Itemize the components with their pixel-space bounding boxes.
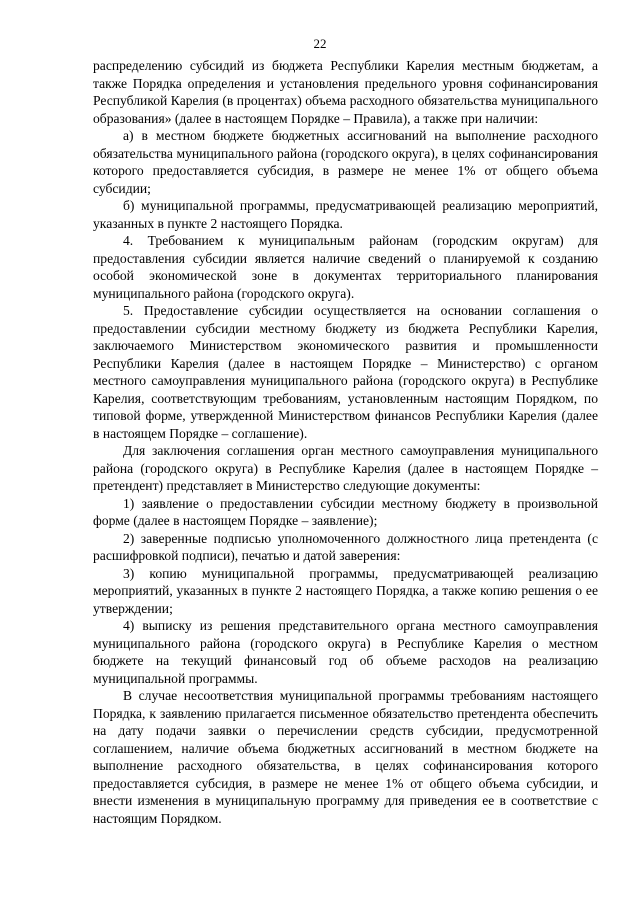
paragraph-document-2: 2) заверенные подписью уполномоченного должностного лица претендента (с расшифровкой подписи), печатью и датой заверения: <box>93 530 598 563</box>
page-number: 22 <box>313 36 327 51</box>
document-body <box>93 57 598 827</box>
paragraph-documents-intro: Для заключения соглашения орган местного самоуправления муниципального района (городского округа) в Республике Карелия (далее в настоящем Порядке – претендент) представляет в Министерство следующие документы: <box>93 443 598 493</box>
paragraph-document-4: 4) выписку из решения представительного органа местного самоуправления муниципального района (городского округа) в Республике Карелия о местном бюджете на текущий финансовый год об объеме расходов на реализацию муниципальной программы. <box>93 618 598 686</box>
paragraph-item-b: б) муниципальной программы, предусматривающей реализацию мероприятий, указанных в пункте 2 настоящего Порядка. <box>93 198 598 231</box>
paragraph-clause-4: 4. Требованием к муниципальным районам (городским округам) для предоставления субсидии является наличие сведений о планируемой к созданию особой экономической зоне в документах территориального планирования муниципального района (городского округа). <box>93 233 598 301</box>
paragraph-item-a: а) в местном бюджете бюджетных ассигнований на выполнение расходного обязательства муниципального района (городского округа), в целях софинансирования которого предоставляется субсидия, в размере не менее 1% от общего объема субсидии; <box>93 128 598 196</box>
paragraph-document-3: 3) копию муниципальной программы, предусматривающей реализацию мероприятий, указанных в пункте 2 настоящего Порядка, а также копию решения о ее утверждении; <box>93 565 598 616</box>
paragraph-nonconformity: В случае несоответствия муниципальной программы требованиям настоящего Порядка, к заявлению прилагается письменное обязательство претендента обеспечить на дату подачи заявки о перечислении средств субсидии, предусмотренной соглашением, наличие объема бюджетных ассигнований в местном бюджете на выполнение расходного обязательства, в целях софинансирования которого предоставляется субсидия, в размере не менее 1% от общего объема субсидии, и внести изменения в муниципальную программу для приведения ее в соответствие с настоящим Порядком. <box>93 688 598 826</box>
paragraph-document-1: 1) заявление о предоставлении субсидии местному бюджету в произвольной форме (далее в настоящем Порядке – заявление); <box>93 495 598 528</box>
paragraph-continuation: распределению субсидий из бюджета Республики Карелия местным бюджетам, а также Порядка определения и установления предельного уровня софинансирования Республикой Карелия (в процентах) объема расходного обязательства муниципального образования» (далее в настоящем Порядке – Правила), а также при наличии: <box>93 58 598 126</box>
paragraph-clause-5: 5. Предоставление субсидии осуществляется на основании соглашения о предоставлении субсидии местному бюджету из бюджета Республики Карелия, заключаемого Министерством экономического развития и промышленности Республики Карелия (далее в настоящем Порядке – Министерство) с органом местного самоуправления муниципального района (городского округа) в Республике Карелия, соответствующим требованиям, установленным настоящим Порядком, по типовой форме, утвержденной Министерством финансов Республики Карелия (далее в настоящем Порядке – соглашение). <box>93 303 598 441</box>
